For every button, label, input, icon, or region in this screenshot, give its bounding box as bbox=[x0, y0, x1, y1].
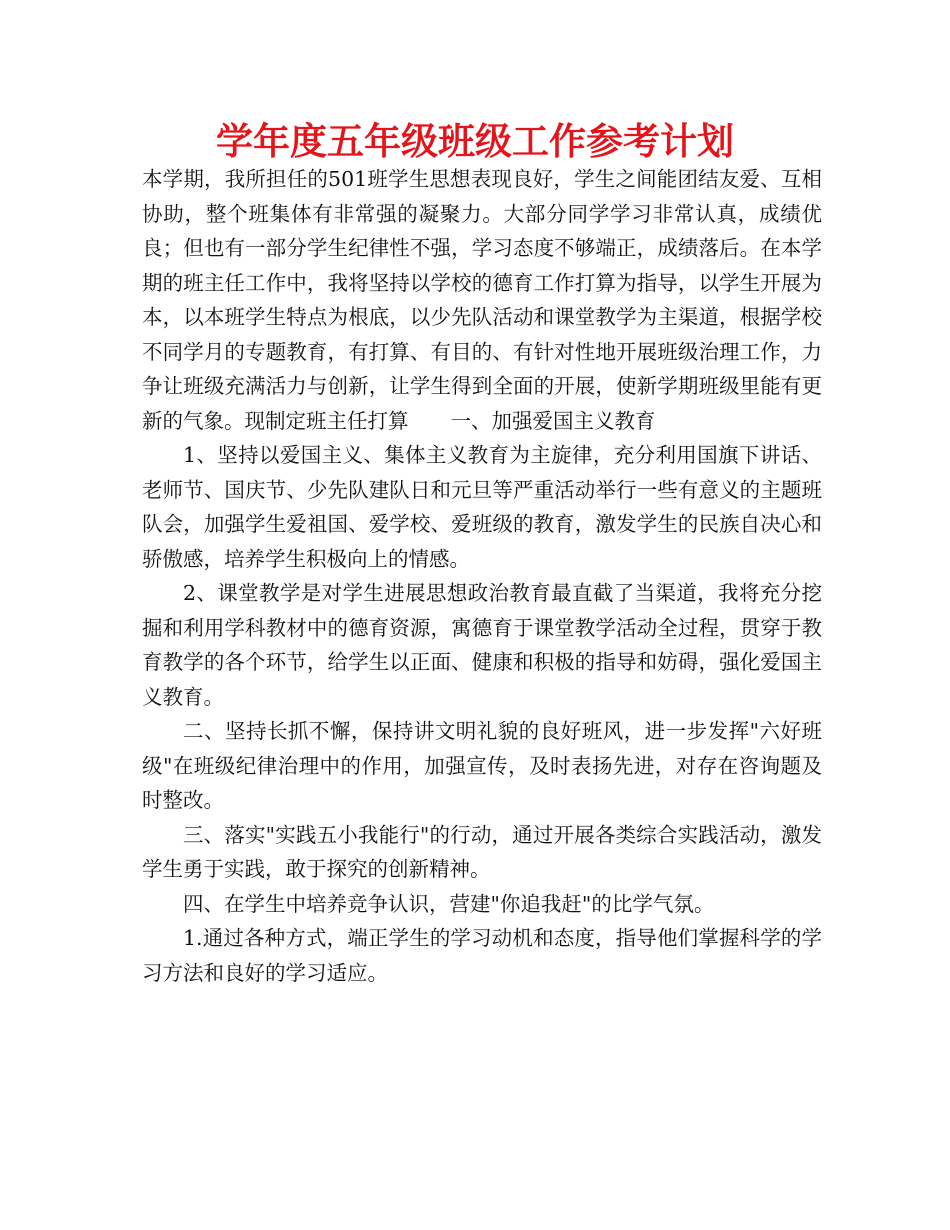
intro-text: 本学期，我所担任的501班学生思想表现良好，学生之间能团结友爱、互相协助，整个班集体有非常强的凝聚力。大部分同学学习非常认真，成绩优良；但也有一部分学生纪律性不强，学习态度不够端正，成绩落后。在本学期的班主任工作中，我将坚持以学校的德育工作打算为指导，以学生开展为本，以本班学生特点为根底，以少先队活动和课堂教学为主渠道，根据学校不同学月的专题教育，有打算、有目的、有针对性地开展班级治理工作，力争让班级充满活力与创新，让学生得到全面的开展，使新学期班级里能有更新的气象。现制定班主任打算 bbox=[142, 167, 822, 433]
paragraph-3: 二、坚持长抓不懈，保持讲文明礼貌的良好班风，进一步发挥"六好班级"在班级纪律治理中的作用，加强宣传，及时表扬先进，对存在咨询题及时整改。 bbox=[142, 719, 822, 812]
paragraph-1: 1、坚持以爱国主义、集体主义教育为主旋律，充分利用国旗下讲话、老师节、国庆节、少先队建队日和元旦等严重活动举行一些有意义的主题班队会，加强学生爱祖国、爱学校、爱班级的教育，激发学生的民族自决心和骄傲感，培养学生积极向上的情感。 bbox=[142, 443, 822, 571]
document-body bbox=[142, 162, 822, 990]
section-heading-patriotism: 一、加强爱国主义教育 bbox=[450, 408, 656, 433]
page-title: 学年度五年级班级工作参考计划 bbox=[216, 120, 734, 163]
intro-paragraph bbox=[142, 162, 822, 438]
paragraph-4: 三、落实"实践五小我能行"的行动，通过开展各类综合实践活动，激发学生勇于实践，敢于探究的创新精神。 bbox=[142, 822, 822, 881]
paragraph-2: 2、课堂教学是对学生进展思想政治教育最直截了当渠道，我将充分挖掘和利用学科教材中的德育资源，寓德育于课堂教学活动全过程，贯穿于教育教学的各个环节，给学生以正面、健康和积极的指导和妨碍，强化爱国主义教育。 bbox=[142, 581, 822, 709]
paragraph-5: 四、在学生中培养竞争认识，营建"你追我赶"的比学气氛。 bbox=[183, 891, 715, 916]
paragraph-6: 1.通过各种方式，端正学生的学习动机和态度，指导他们掌握科学的学习方法和良好的学习适应。 bbox=[142, 926, 822, 985]
